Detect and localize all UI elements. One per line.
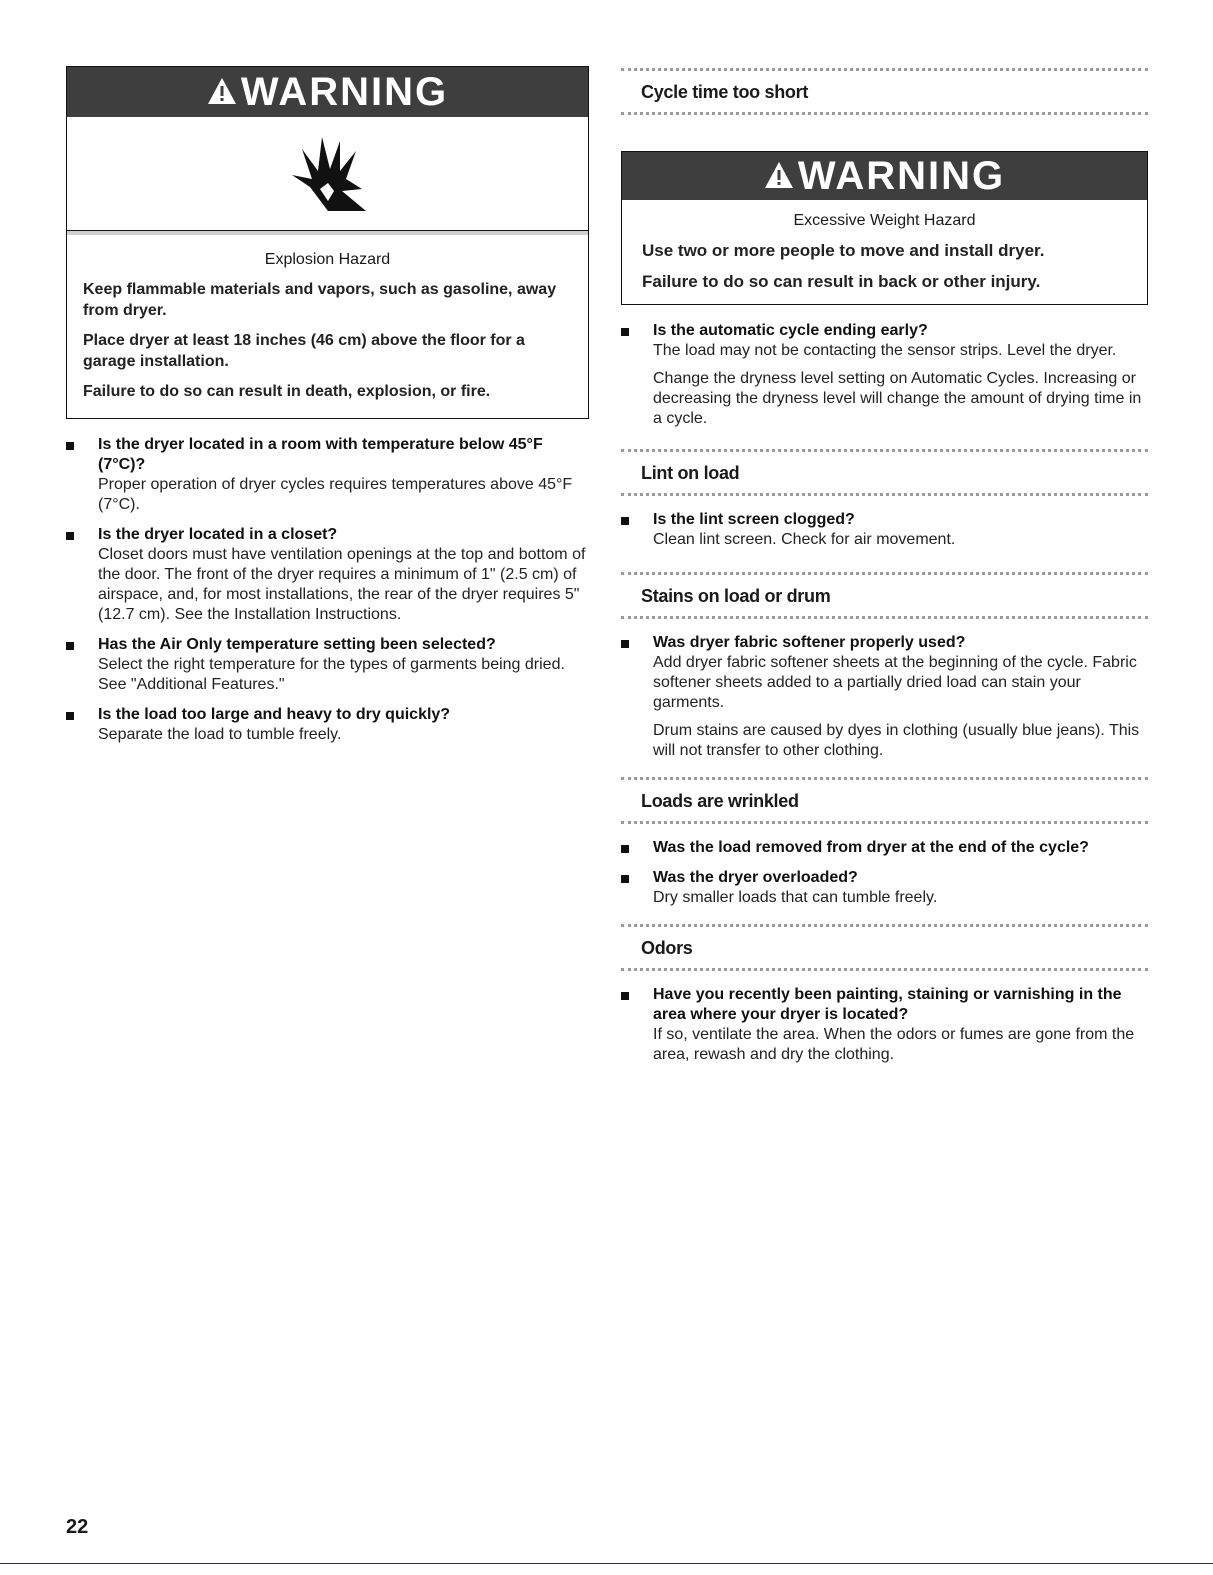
warning-header-text: WARNING (240, 70, 449, 114)
warning-title: Excessive Weight Hazard (793, 212, 976, 229)
list-item (66, 525, 589, 625)
question: Is the dryer located in a closet? (98, 526, 338, 543)
list-item (66, 635, 589, 695)
weight-warning-box (621, 151, 1148, 305)
warning-line-2: Failure to do so can result in back or other injury. (642, 272, 1041, 291)
section-header-cycle: Cycle time too short (621, 68, 1148, 115)
warning-header (67, 67, 588, 117)
question: Was dryer fabric softener properly used? (653, 634, 966, 651)
answer: Proper operation of dryer cycles requires temperatures above 45°F (7°C). (98, 476, 573, 513)
warning-header-text: WARNING (797, 154, 1006, 198)
warning-line-1: Use two or more people to move and install dryer. (642, 241, 1045, 260)
answer: Separate the load to tumble freely. (98, 726, 342, 743)
question: Was the dryer overloaded? (653, 869, 858, 886)
list-item (621, 868, 1148, 908)
question: Is the load too large and heavy to dry quickly? (98, 706, 451, 723)
left-column (66, 66, 589, 755)
footer-rule (0, 1563, 1213, 1564)
warning-title: Explosion Hazard (264, 251, 391, 268)
answer: Add dryer fabric softener sheets at the beginning of the cycle. Fabric softener sheets added to a partially dried load can stain your garments. (653, 654, 1137, 711)
question: Have you recently been painting, staining or varnishing in the area where your dryer is located? (653, 986, 1122, 1023)
warning-line-1: Keep flammable materials and vapors, such as gasoline, away from dryer. (83, 281, 557, 319)
warning-line-3: Failure to do so can result in death, explosion, or fire. (83, 383, 491, 400)
question: Was the load removed from dryer at the end of the cycle? (653, 839, 1089, 856)
warning-triangle-icon (207, 72, 237, 112)
explosion-warning-box (66, 66, 589, 419)
answer: Dry smaller loads that can tumble freely. (653, 889, 938, 906)
list-item (621, 985, 1148, 1065)
list-item (66, 705, 589, 745)
section-header-odors: Odors (621, 924, 1148, 971)
list-item (621, 321, 1148, 429)
list-item (621, 510, 1148, 550)
question: Is the automatic cycle ending early? (653, 322, 928, 339)
question: Is the lint screen clogged? (653, 511, 855, 528)
warning-line-2: Place dryer at least 18 inches (46 cm) above the floor for a garage installation. (83, 332, 525, 370)
question: Has the Air Only temperature setting been selected? (98, 636, 496, 653)
answer: Closet doors must have ventilation openings at the top and bottom of the door. The front of the dryer requires a minimum of 1" (2.5 cm) of airspace, and, for most installations, the rear of the dryer requires 5" (12.7 cm). See the Installation Instructions. (98, 546, 586, 623)
answer: Drum stains are caused by dyes in clothing (usually blue jeans). This will not transfer to other clothing. (653, 722, 1140, 759)
section-header-wrinkled: Loads are wrinkled (621, 777, 1148, 824)
explosion-icon (67, 117, 588, 231)
warning-header (622, 152, 1147, 200)
list-item (66, 435, 589, 515)
answer: Clean lint screen. Check for air movement. (653, 531, 956, 548)
answer: If so, ventilate the area. When the odors or fumes are gone from the area, rewash and dry the clothing. (653, 1026, 1135, 1063)
answer: The load may not be contacting the sensor strips. Level the dryer. (653, 342, 1117, 359)
section-header-lint: Lint on load (621, 449, 1148, 496)
answer: Select the right temperature for the types of garments being dried. See "Additional Features." (98, 656, 565, 693)
warning-triangle-icon (764, 156, 794, 196)
section-header-stains: Stains on load or drum (621, 572, 1148, 619)
answer: Change the dryness level setting on Automatic Cycles. Increasing or decreasing the dryness level will change the amount of drying time in a cycle. (653, 370, 1142, 427)
warning-body (622, 200, 1147, 304)
question: Is the dryer located in a room with temperature below 45°F (7°C)? (98, 436, 543, 473)
list-item (621, 633, 1148, 761)
list-item (621, 838, 1148, 858)
warning-body (67, 235, 588, 418)
right-column (621, 68, 1148, 1075)
page-number: 22 (66, 1516, 89, 1538)
